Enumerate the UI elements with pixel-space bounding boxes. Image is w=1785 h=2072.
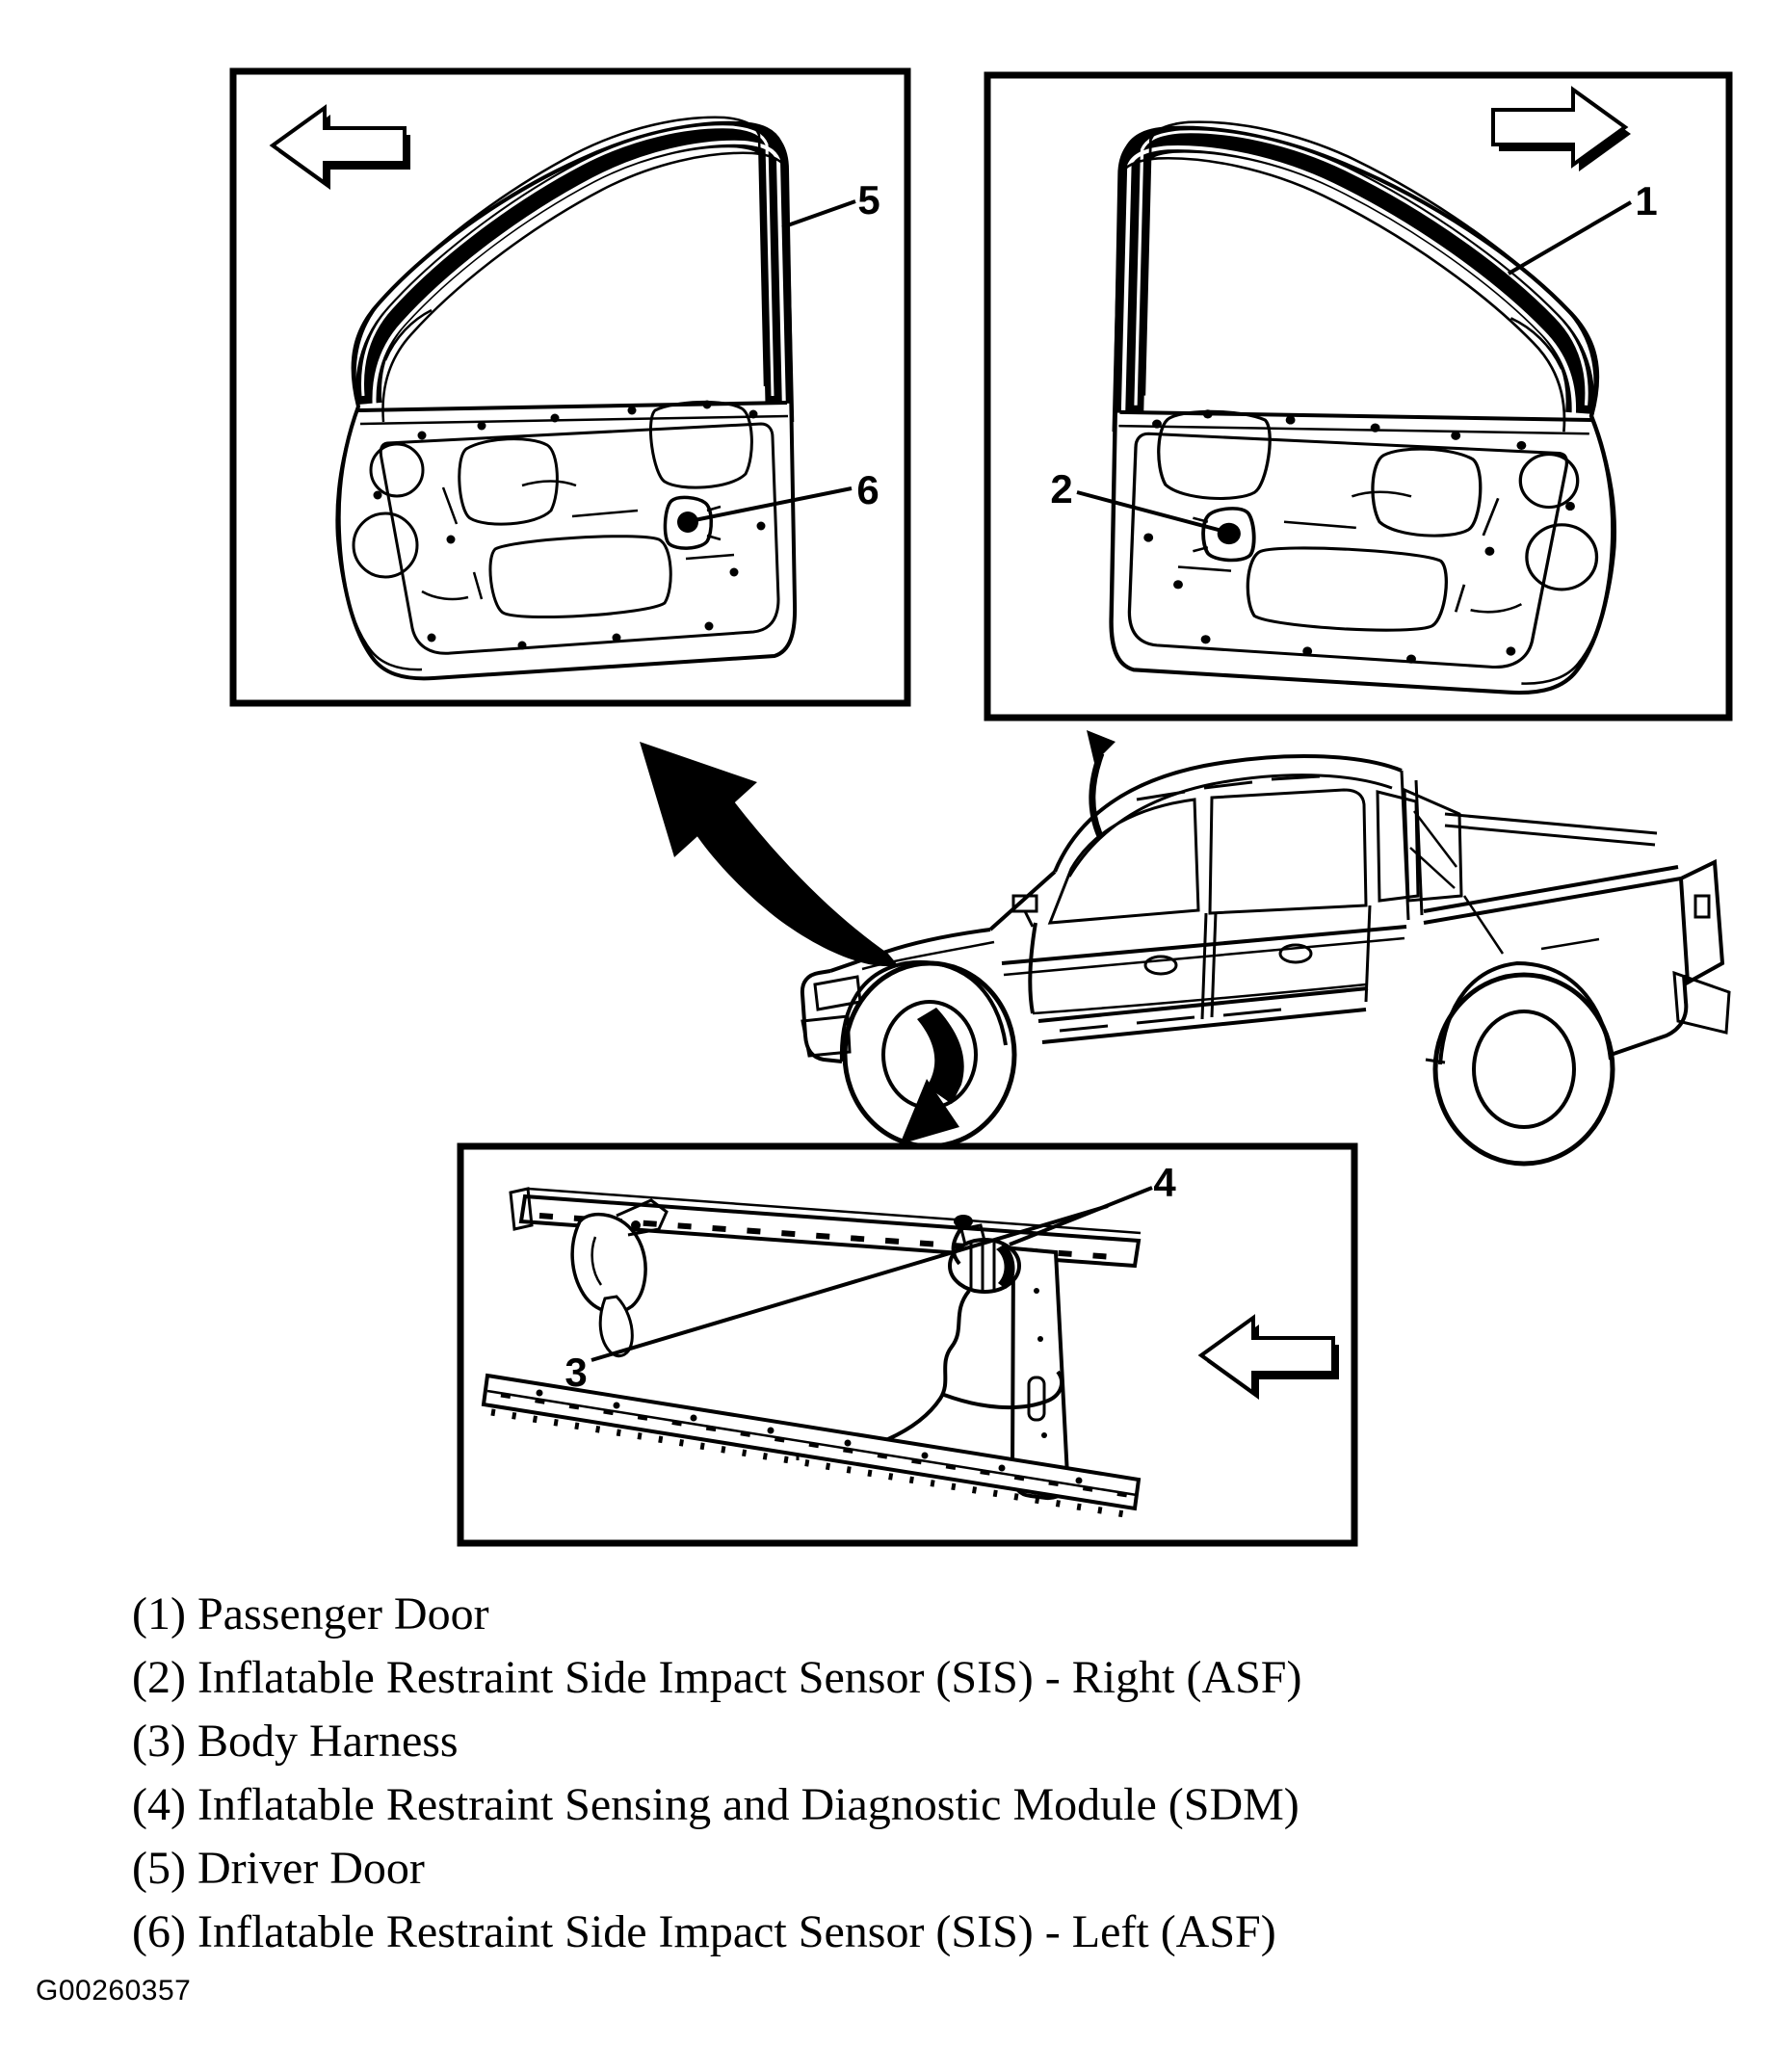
legend-item-label: Body Harness bbox=[197, 1716, 459, 1767]
legend-item-label: Inflatable Restraint Sensing and Diagnostic Module (SDM) bbox=[197, 1779, 1299, 1830]
callout-4: 4 bbox=[1153, 1160, 1176, 1205]
legend-item bbox=[132, 1588, 1301, 1639]
legend-item bbox=[132, 1779, 1301, 1830]
figure-id: G00260357 bbox=[36, 1975, 192, 2006]
legend-item-number: (6) bbox=[132, 1906, 186, 1957]
legend-item-label: Inflatable Restraint Side Impact Sensor (SIS) - Left (ASF) bbox=[197, 1906, 1276, 1957]
legend-item-label: Passenger Door bbox=[197, 1588, 489, 1639]
legend-item-number: (1) bbox=[132, 1588, 186, 1639]
legend-item bbox=[132, 1843, 1301, 1894]
callout-3: 3 bbox=[564, 1350, 588, 1395]
arrow-to-driver-door-panel bbox=[640, 742, 898, 966]
legend-item-number: (4) bbox=[132, 1779, 186, 1830]
legend-item bbox=[132, 1652, 1302, 1703]
legend-item bbox=[132, 1906, 1301, 1957]
callout-6: 6 bbox=[856, 467, 879, 512]
legend-item bbox=[132, 1718, 1301, 1765]
legend bbox=[132, 1588, 1302, 1973]
callout-2: 2 bbox=[1050, 466, 1073, 511]
callout-5: 5 bbox=[857, 177, 880, 223]
legend-item-number: (2) bbox=[132, 1652, 186, 1703]
legend-item-label: Inflatable Restraint Side Impact Sensor (SIS) - Right (ASF) bbox=[197, 1652, 1302, 1703]
legend-item-number: (5) bbox=[132, 1843, 186, 1894]
legend-item-label: Driver Door bbox=[197, 1843, 425, 1894]
callout-1: 1 bbox=[1635, 178, 1658, 223]
legend-item-number: (3) bbox=[132, 1716, 186, 1767]
